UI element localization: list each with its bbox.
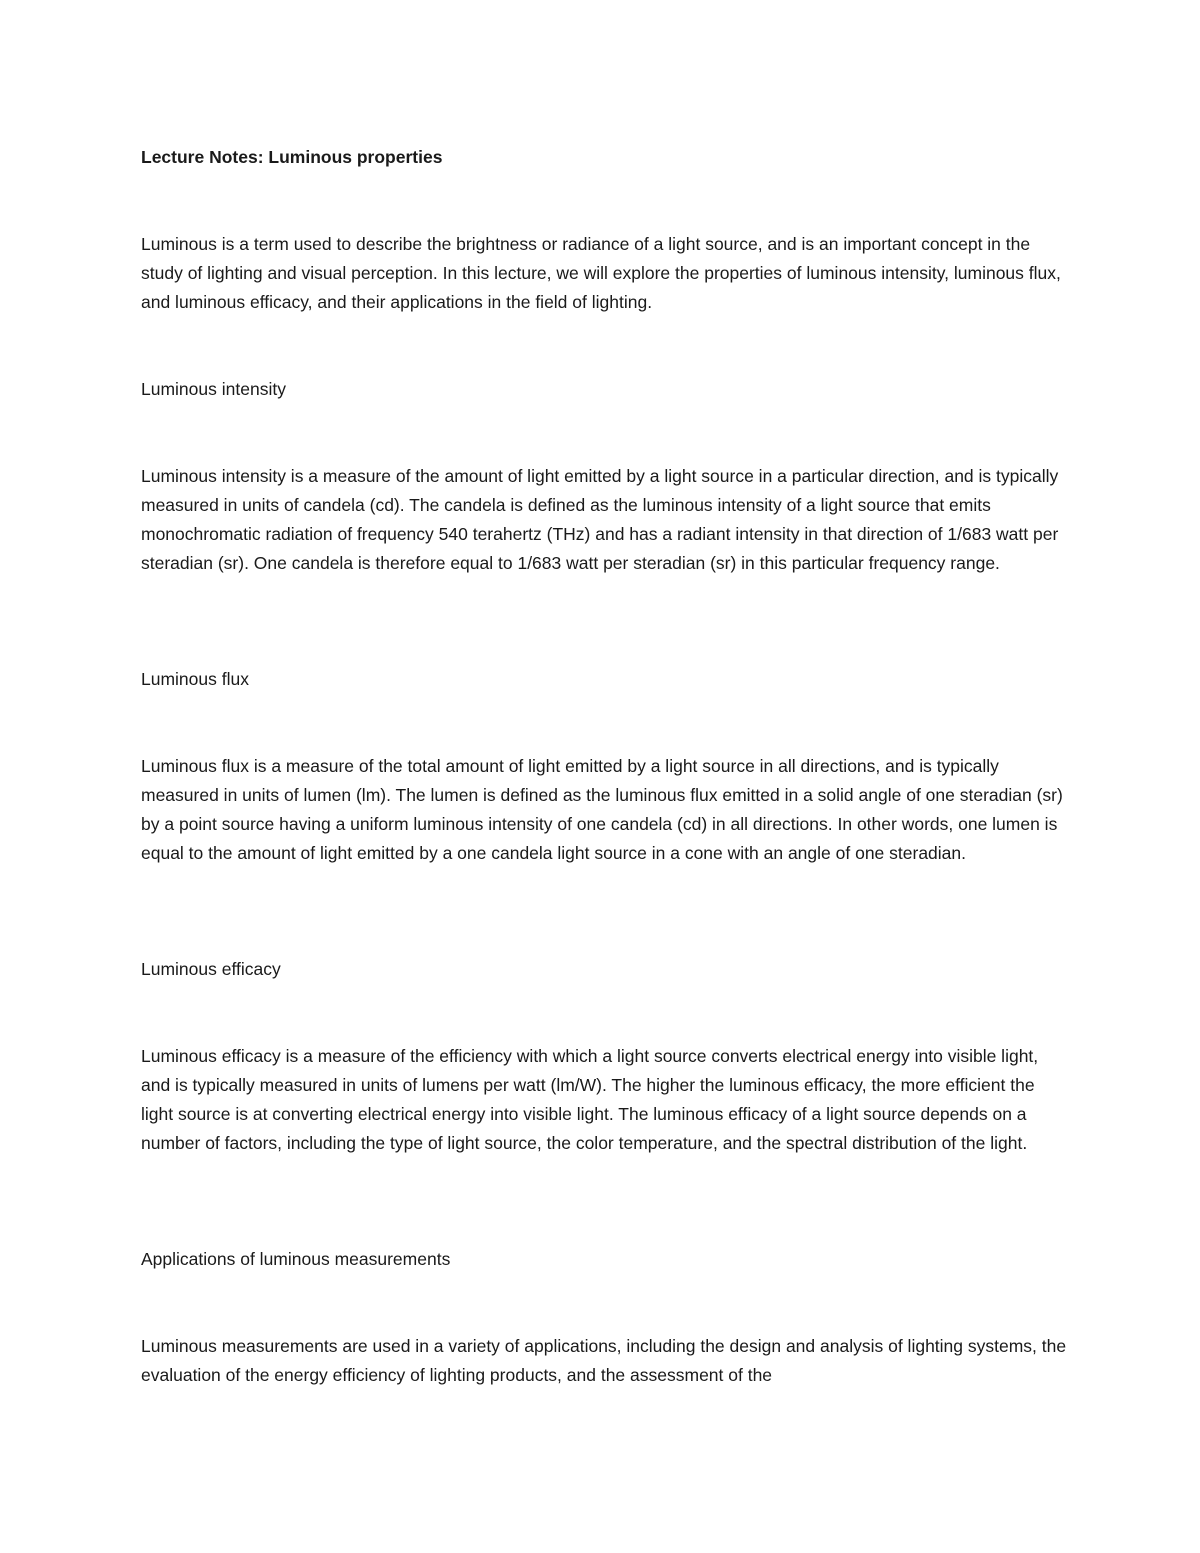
section-heading-luminous-flux: Luminous flux (141, 669, 249, 689)
section-body-applications: Luminous measurements are used in a variety of applications, including the design and analysis of lighting systems, the evaluation of the energy efficiency of lighting products, and the assessment of the (141, 1336, 1067, 1385)
section-heading-luminous-efficacy: Luminous efficacy (141, 959, 281, 979)
section-body-luminous-efficacy: Luminous efficacy is a measure of the efficiency with which a light source converts electrical energy into visible light, and is typically measured in units of lumens per watt (lm/W). The higher the luminous efficacy, the more efficient the light source is at converting electrical energy into visible light. The luminous efficacy of a light source depends on a number of factors, including the type of light source, the color temperature, and the spectral distribution of the light. (141, 1046, 1039, 1153)
section-heading-luminous-intensity: Luminous intensity (141, 379, 286, 399)
section-body-luminous-flux: Luminous flux is a measure of the total amount of light emitted by a light source in all directions, and is typically measured in units of lumen (lm). The lumen is defined as the luminous flux emitted in a solid angle of one steradian (sr) by a point source having a uniform luminous intensity of one candela (cd) in all directions. In other words, one lumen is equal to the amount of light emitted by a one candela light source in a cone with an angle of one steradian. (141, 756, 1063, 863)
section-heading-applications: Applications of luminous measurements (141, 1249, 451, 1269)
intro-paragraph: Luminous is a term used to describe the brightness or radiance of a light source, and is an important concept in the study of lighting and visual perception. In this lecture, we will explore the properties of luminous intensity, luminous flux, and luminous efficacy, and their applications in the field of lighting. (141, 234, 1061, 312)
document-title: Lecture Notes: Luminous properties (141, 147, 443, 167)
section-body-luminous-intensity: Luminous intensity is a measure of the amount of light emitted by a light source in a particular direction, and is typically measured in units of candela (cd). The candela is defined as the luminous intensity of a light source that emits monochromatic radiation of frequency 540 terahertz (THz) and has a radiant intensity in that direction of 1/683 watt per steradian (sr). One candela is therefore equal to 1/683 watt per steradian (sr) in this particular frequency range. (141, 466, 1059, 573)
